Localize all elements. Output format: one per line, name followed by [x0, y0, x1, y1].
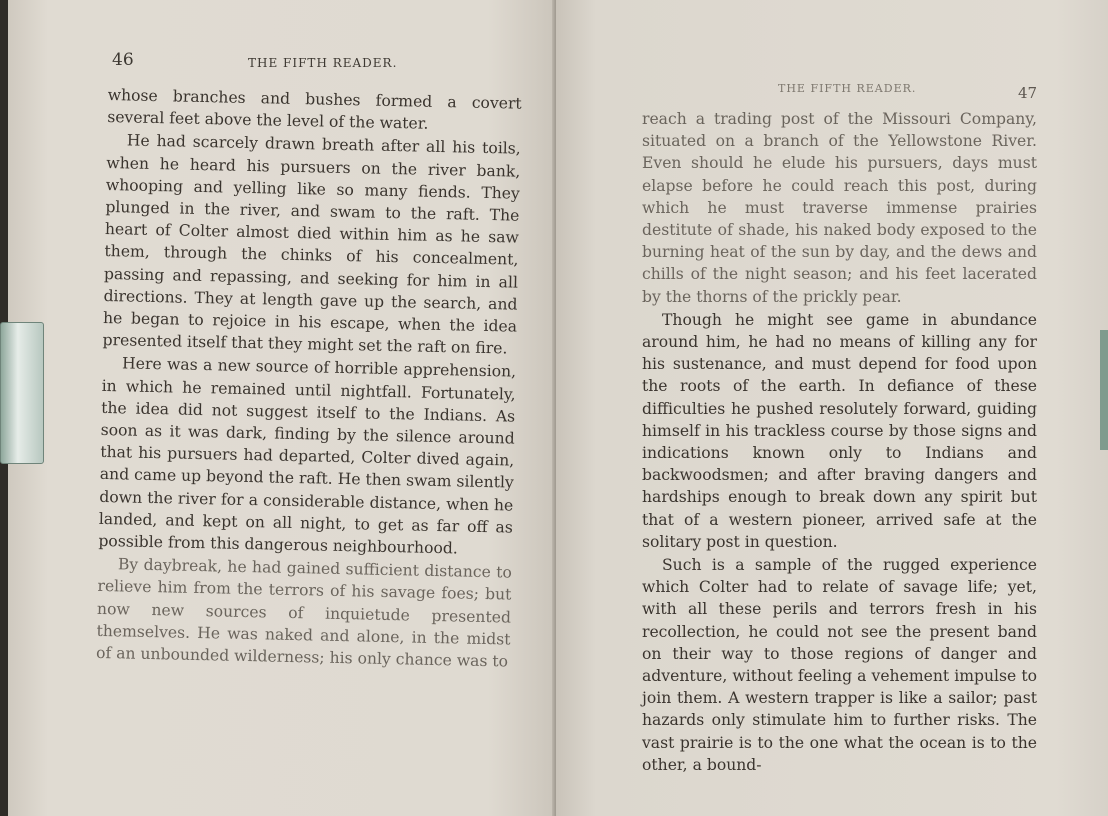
paragraph: Here was a new source of horrible apprehension, in which he remained until nightfall. Fortunately, the idea did not suggest itself to the Indians. As soon as it was dark, finding by the silence around that his pursuers had departed, Colter dived again, and came up beyond the raft. He then swam silently down the river for a considerable distance, when he landed, and kept on all night, to get as far off as possible from this dangerous neighbourhood.: [98, 354, 517, 558]
page-number: 46: [112, 50, 134, 70]
binder-clip: [0, 322, 44, 464]
paragraph: Though he might see game in abundance around him, he had no means of killing any for his sustenance, and must depend for food upon the roots of the earth. In defiance of these difficulties he pushed resolutely forward, guiding himself in his trackless course by those signs and indications known only to Indians and backwoodsmen; and after braving dangers and hardships enough to break down any spirit but that of a western pioneer, arrived safe at the solitary post in question.: [642, 310, 1037, 551]
right-page: [556, 0, 1108, 816]
paragraph: whose branches and bushes formed a covert several feet above the level of the water.: [107, 85, 522, 133]
left-page: [8, 0, 556, 816]
paragraph: He had scarcely drawn breath after all his toils, when he heard his pursuers on the river bank, whooping and yelling like so many fiends. They plunged in the river, and swam to the raft. The heart of Colter almost died within him as he saw them, through the chinks of his concealment, passing and repassing, and seeking for him in all directions. They at length gave up the search, and he began to rejoice in his escape, when the idea presented itself that they might set the raft on fire.: [102, 131, 521, 358]
paragraph: reach a trading post of the Missouri Company, situated on a branch of the Yellowstone River. Even should he elude his pursuers, days must elapse before he could reach this post, during which he must traverse immense prairies destitute of shade, his naked body exposed to the burning heat of the sun by day, and the dews and chills of the night season; and his feet lacerated by the thorns of the prickly pear.: [642, 110, 1037, 306]
paragraph: By daybreak, he had gained sufficient distance to relieve him from the terrors of his savage foes; but now new sources of inquietude presented themselves. He was naked and alone, in the midst of an unbounded wilderness; his only chance was to: [95, 555, 513, 671]
running-head: THE FIFTH READER.: [248, 56, 398, 70]
page-body: [642, 108, 1037, 776]
page-body: [96, 84, 522, 673]
page-edge-tab: [1100, 330, 1108, 450]
paragraph: Such is a sample of the rugged experience which Colter had to relate of savage life; yet, with all these perils and terrors fresh in his recollection, he could not see the present band on their way to those regions of danger and adventure, without feeling a vehement impulse to join them. A western trapper is like a sailor; past hazards only stimulate him to further risks. The vast prairie is to the one what the ocean is to the other, a bound-: [642, 556, 1037, 774]
running-head: THE FIFTH READER.: [778, 82, 917, 95]
page-number: 47: [1018, 84, 1038, 102]
